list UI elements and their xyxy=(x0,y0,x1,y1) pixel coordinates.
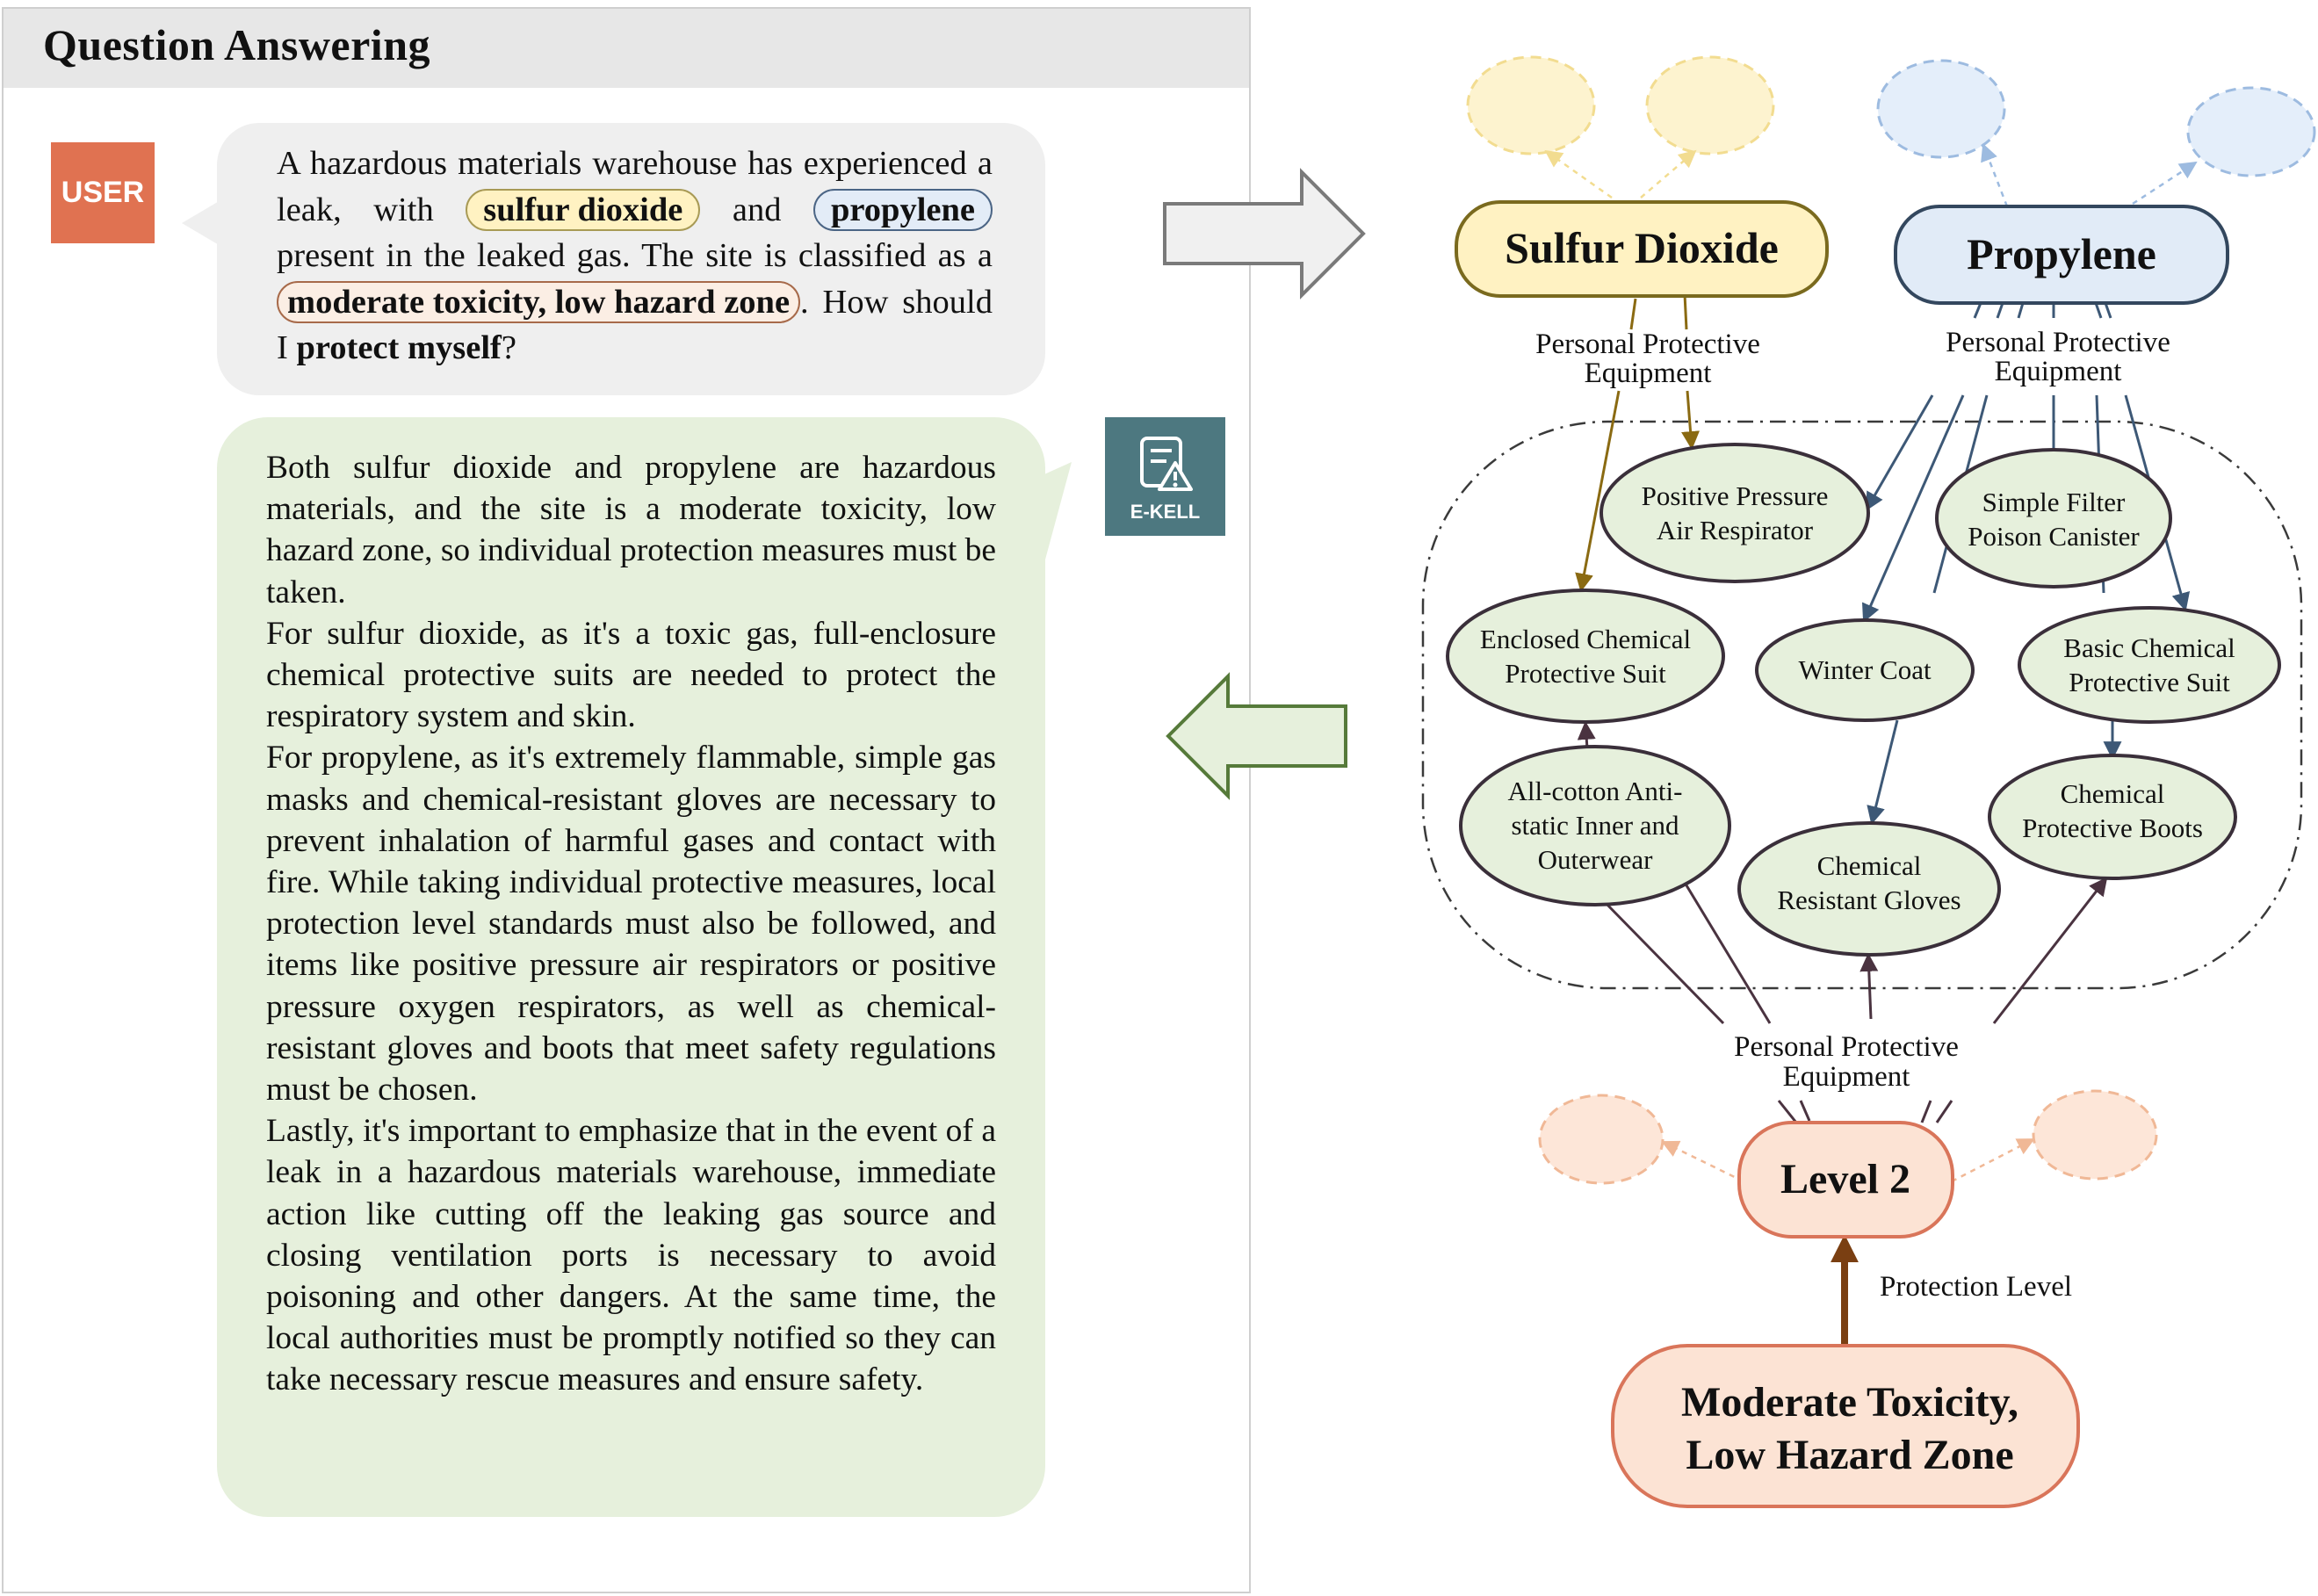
svg-text:Protective Boots: Protective Boots xyxy=(2022,812,2203,843)
svg-text:Air Respirator: Air Respirator xyxy=(1656,515,1814,545)
svg-text:Poison Canister: Poison Canister xyxy=(1968,521,2140,552)
question-part-2: and xyxy=(732,191,782,228)
svg-text:static Inner and: static Inner and xyxy=(1511,810,1679,841)
level-relation-label: Personal Protective xyxy=(1734,1031,1959,1063)
latent-node xyxy=(1647,57,1773,154)
node-winter-coat xyxy=(1757,620,1973,720)
panel-title: Question Answering xyxy=(43,20,431,69)
node-basic-chemical-protective-suit xyxy=(2019,608,2279,722)
svg-text:Level 2: Level 2 xyxy=(1780,1156,1910,1202)
latent-node xyxy=(1878,61,2004,157)
svg-text:Low Hazard Zone: Low Hazard Zone xyxy=(1686,1432,2014,1478)
node-level-2 xyxy=(1739,1123,1953,1237)
right-arrow-icon xyxy=(1165,172,1363,295)
svg-text:Winter Coat: Winter Coat xyxy=(1798,654,1932,685)
protection-level-label: Protection Level xyxy=(1880,1271,2073,1303)
highlight-hazard-zone: moderate toxicity, low hazard zone xyxy=(277,281,800,323)
left-arrow-icon xyxy=(1168,676,1346,796)
svg-text:Enclosed Chemical: Enclosed Chemical xyxy=(1479,624,1692,654)
question-part-5: ? xyxy=(501,329,516,366)
svg-text:Sulfur Dioxide: Sulfur Dioxide xyxy=(1505,223,1779,272)
node-enclosed-chemical-protective-suit xyxy=(1448,590,1723,722)
highlight-sulfur-dioxide: sulfur dioxide xyxy=(466,189,700,231)
node-chemical-protective-boots xyxy=(1989,755,2235,878)
user-avatar: USER xyxy=(51,142,155,243)
svg-text:Protective Suit: Protective Suit xyxy=(1505,658,1666,689)
svg-text:Protective Suit: Protective Suit xyxy=(2069,667,2230,697)
svg-text:Chemical: Chemical xyxy=(2060,778,2165,809)
svg-text:Simple Filter: Simple Filter xyxy=(1982,487,2126,517)
so2-relation-label: Equipment xyxy=(1584,357,1712,389)
latent-edge xyxy=(1952,1139,2033,1181)
answer-paragraph: For propylene, as it's extremely flammable, simple gas masks and chemical-resistant gloves are necessary to prevent inhalation of harmful gases and contact with fire. While taking individual protective measures, local protection level standards must also be followed, and items like positive pressure air respirators or positive pressure oxygen respirators, as well as chemical-resistant gloves and boots that meet safety regulations must be chosen. xyxy=(266,740,996,1109)
question-part-4: . How should I xyxy=(277,283,993,366)
latent-node xyxy=(2033,1091,2156,1179)
latent-node xyxy=(1540,1095,1663,1183)
svg-text:Moderate Toxicity,: Moderate Toxicity, xyxy=(1681,1379,2018,1426)
latent-node xyxy=(1468,57,1594,154)
latent-edge xyxy=(1641,151,1695,198)
highlight-propylene: propylene xyxy=(813,189,993,231)
propylene-relation-label: Personal Protective xyxy=(1946,327,2170,358)
svg-text:Chemical: Chemical xyxy=(1816,850,1922,881)
latent-edge xyxy=(1983,145,2007,206)
latent-edge xyxy=(2133,162,2196,204)
answer-paragraph: Both sulfur dioxide and propylene are hazardous materials, and the site is a moderate toxicity, low hazard zone, so individual protection measures must be taken. xyxy=(266,450,997,610)
node-hazard-zone xyxy=(1613,1346,2078,1506)
question-part-1: A hazardous materials warehouse has experienced a leak, with xyxy=(277,145,993,228)
svg-text:Basic Chemical: Basic Chemical xyxy=(2063,632,2235,663)
node-all-cotton-anti-static-wear xyxy=(1461,747,1729,905)
e-kell-label: E-KELL xyxy=(1130,501,1201,523)
node-simple-filter-poison-canister xyxy=(1937,450,2170,587)
node-propylene xyxy=(1896,206,2228,303)
question-emphasis: protect myself xyxy=(296,329,502,366)
so2-relation-label: Personal Protective xyxy=(1535,329,1760,360)
svg-text:Positive Pressure: Positive Pressure xyxy=(1641,480,1829,511)
question-part-3: present in the leaked gas. The site is classified as a xyxy=(277,237,993,274)
svg-text:Propylene: Propylene xyxy=(1967,229,2156,278)
svg-text:All-cotton Anti-: All-cotton Anti- xyxy=(1507,776,1683,806)
latent-edge xyxy=(1663,1142,1744,1181)
latent-edge xyxy=(1546,151,1612,198)
propylene-relation-label: Equipment xyxy=(1994,356,2122,387)
node-positive-pressure-air-respirator xyxy=(1601,444,1868,581)
answer-paragraph: For sulfur dioxide, as it's a toxic gas, full-enclosure chemical protective suits are needed to protect the respiratory system and skin. xyxy=(266,615,996,735)
svg-text:Outerwear: Outerwear xyxy=(1537,844,1653,875)
node-sulfur-dioxide xyxy=(1456,202,1827,296)
latent-node xyxy=(2188,88,2314,176)
answer-paragraph: Lastly, it's important to emphasize that in the event of a leak in a hazardous materials warehouse, immediate action like cutting off the leaking gas source and closing ventilation ports is necessary to avoid poisoning and other dangers. At the same time, the local authorities must be promptly notified so they can take necessary rescue measures and ensure safety. xyxy=(266,1113,996,1398)
svg-text:Resistant Gloves: Resistant Gloves xyxy=(1777,885,1961,915)
level-relation-label: Equipment xyxy=(1782,1061,1910,1093)
node-chemical-resistant-gloves xyxy=(1739,823,1999,955)
